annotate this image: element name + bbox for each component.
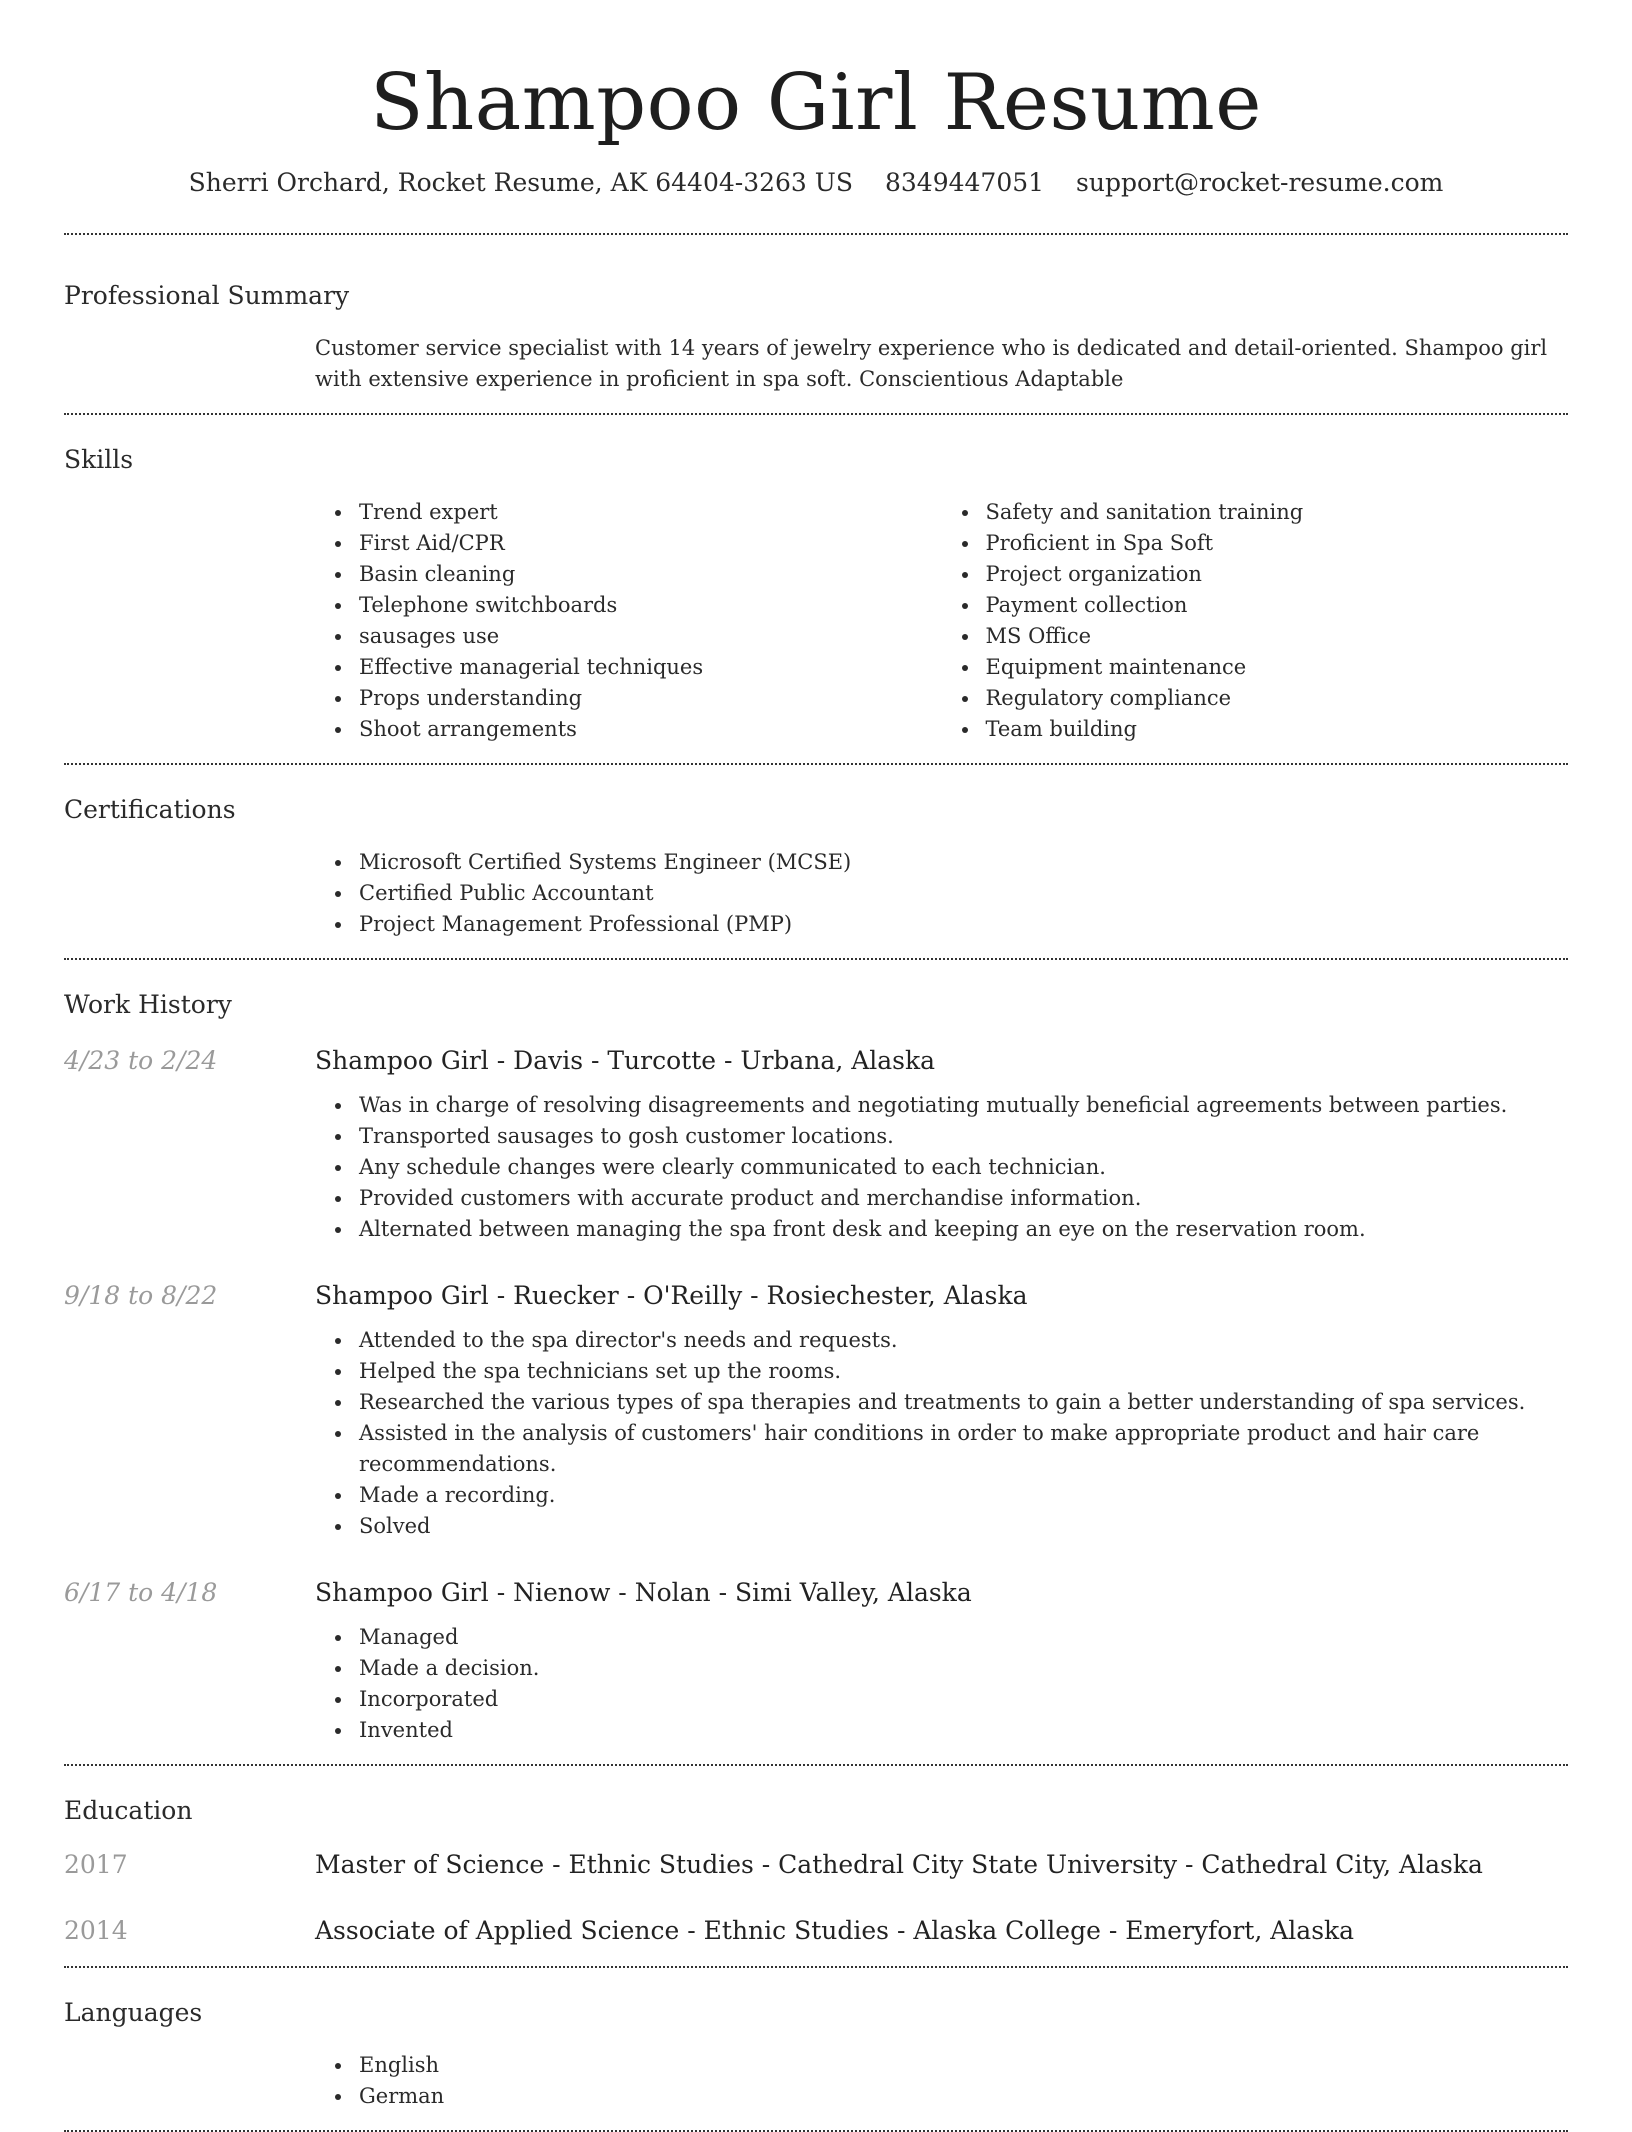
job-bullet: Assisted in the analysis of customers' hair conditions in order to make appropriate product and hair care recommendations.	[359, 1418, 1568, 1480]
job-bullets	[315, 1090, 1568, 1245]
skill-item: Payment collection	[986, 590, 1569, 621]
job-dates: 9/18 to 8/22	[64, 1281, 218, 1310]
certifications-section	[64, 765, 1568, 958]
certification-item: Project Management Professional (PMP)	[359, 909, 1568, 940]
job-bullet: Made a recording.	[359, 1480, 1568, 1511]
skill-item: Equipment maintenance	[986, 652, 1569, 683]
education-section	[64, 1766, 1568, 1966]
education-entry	[64, 1848, 1568, 1882]
skills-section	[64, 415, 1568, 763]
job-bullets	[315, 1622, 1568, 1746]
job-dates: 6/17 to 4/18	[64, 1578, 218, 1607]
summary-text: Customer service specialist with 14 years of jewelry experience who is dedicated and detail-oriented. Shampoo girl with extensive experience in proficient in spa soft. Conscientious Adaptable	[315, 336, 1548, 391]
section-heading: Professional Summary	[64, 281, 350, 310]
work-history-section	[64, 960, 1568, 1764]
job-bullet: Any schedule changes were clearly communicated to each technician.	[359, 1152, 1568, 1183]
job-bullet: Managed	[359, 1622, 1568, 1653]
job-bullet: Was in charge of resolving disagreements and negotiating mutually beneficial agreements between parties.	[359, 1090, 1568, 1121]
job-bullet: Solved	[359, 1511, 1568, 1542]
skill-item: Telephone switchboards	[359, 590, 942, 621]
language-item: English	[359, 2050, 1568, 2081]
job-bullet: Researched the various types of spa therapies and treatments to gain a better understanding of spa services.	[359, 1387, 1568, 1418]
skill-item: Props understanding	[359, 683, 942, 714]
languages-section	[64, 1968, 1568, 2130]
education-year: 2014	[64, 1916, 128, 1945]
job-bullet: Transported sausages to gosh customer locations.	[359, 1121, 1568, 1152]
language-item: German	[359, 2081, 1568, 2112]
education-year: 2017	[64, 1850, 128, 1879]
section-heading: Skills	[64, 445, 134, 474]
skill-item: Trend expert	[359, 497, 942, 528]
job-entry	[64, 1044, 1568, 1245]
section-heading: Certifications	[64, 795, 236, 824]
skill-item: Project organization	[986, 559, 1569, 590]
contact-email: support@rocket-resume.com	[1076, 168, 1444, 197]
skill-item: sausages use	[359, 621, 942, 652]
skill-item: Safety and sanitation training	[986, 497, 1569, 528]
contact-phone: 8349447051	[884, 168, 1045, 197]
education-entry	[64, 1914, 1568, 1948]
section-heading: Languages	[64, 1998, 203, 2027]
job-bullet: Provided customers with accurate product and merchandise information.	[359, 1183, 1568, 1214]
skills-list-right	[942, 497, 1569, 745]
skill-item: Shoot arrangements	[359, 714, 942, 745]
contact-address: Sherri Orchard, Rocket Resume, AK 64404-3263 US	[188, 168, 853, 197]
skill-item: First Aid/CPR	[359, 528, 942, 559]
skills-list-left	[315, 497, 942, 745]
skill-item: Team building	[986, 714, 1569, 745]
certification-item: Microsoft Certified Systems Engineer (MCSE)	[359, 847, 1568, 878]
job-entry	[64, 1279, 1568, 1542]
job-bullet: Alternated between managing the spa front desk and keeping an eye on the reservation room.	[359, 1214, 1568, 1245]
education-degree: Associate of Applied Science - Ethnic Studies - Alaska College - Emeryfort, Alaska	[315, 1916, 1355, 1945]
job-bullet: Made a decision.	[359, 1653, 1568, 1684]
job-bullet: Helped the spa technicians set up the rooms.	[359, 1356, 1568, 1387]
languages-list	[315, 2050, 1568, 2112]
summary-section	[64, 235, 1568, 413]
job-bullets	[315, 1325, 1568, 1542]
section-heading: Education	[64, 1796, 193, 1825]
contact-line	[64, 166, 1568, 200]
certification-item: Certified Public Accountant	[359, 878, 1568, 909]
skill-item: Effective managerial techniques	[359, 652, 942, 683]
job-entry	[64, 1576, 1568, 1746]
job-title: Shampoo Girl - Ruecker - O'Reilly - Rosiechester, Alaska	[315, 1281, 1028, 1310]
job-dates: 4/23 to 2/24	[64, 1046, 218, 1075]
certifications-list	[315, 847, 1568, 940]
resume-title: Shampoo Girl Resume	[370, 58, 1262, 148]
skill-item: Regulatory compliance	[986, 683, 1569, 714]
job-title: Shampoo Girl - Nienow - Nolan - Simi Valley, Alaska	[315, 1578, 972, 1607]
job-bullet: Attended to the spa director's needs and requests.	[359, 1325, 1568, 1356]
job-bullet: Incorporated	[359, 1684, 1568, 1715]
section-heading: Work History	[64, 990, 232, 1019]
skill-item: Basin cleaning	[359, 559, 942, 590]
skill-item: Proficient in Spa Soft	[986, 528, 1569, 559]
job-bullet: Invented	[359, 1715, 1568, 1746]
skill-item: MS Office	[986, 621, 1569, 652]
education-degree: Master of Science - Ethnic Studies - Cathedral City State University - Cathedral City, Alaska	[315, 1850, 1483, 1879]
job-title: Shampoo Girl - Davis - Turcotte - Urbana, Alaska	[315, 1046, 936, 1075]
